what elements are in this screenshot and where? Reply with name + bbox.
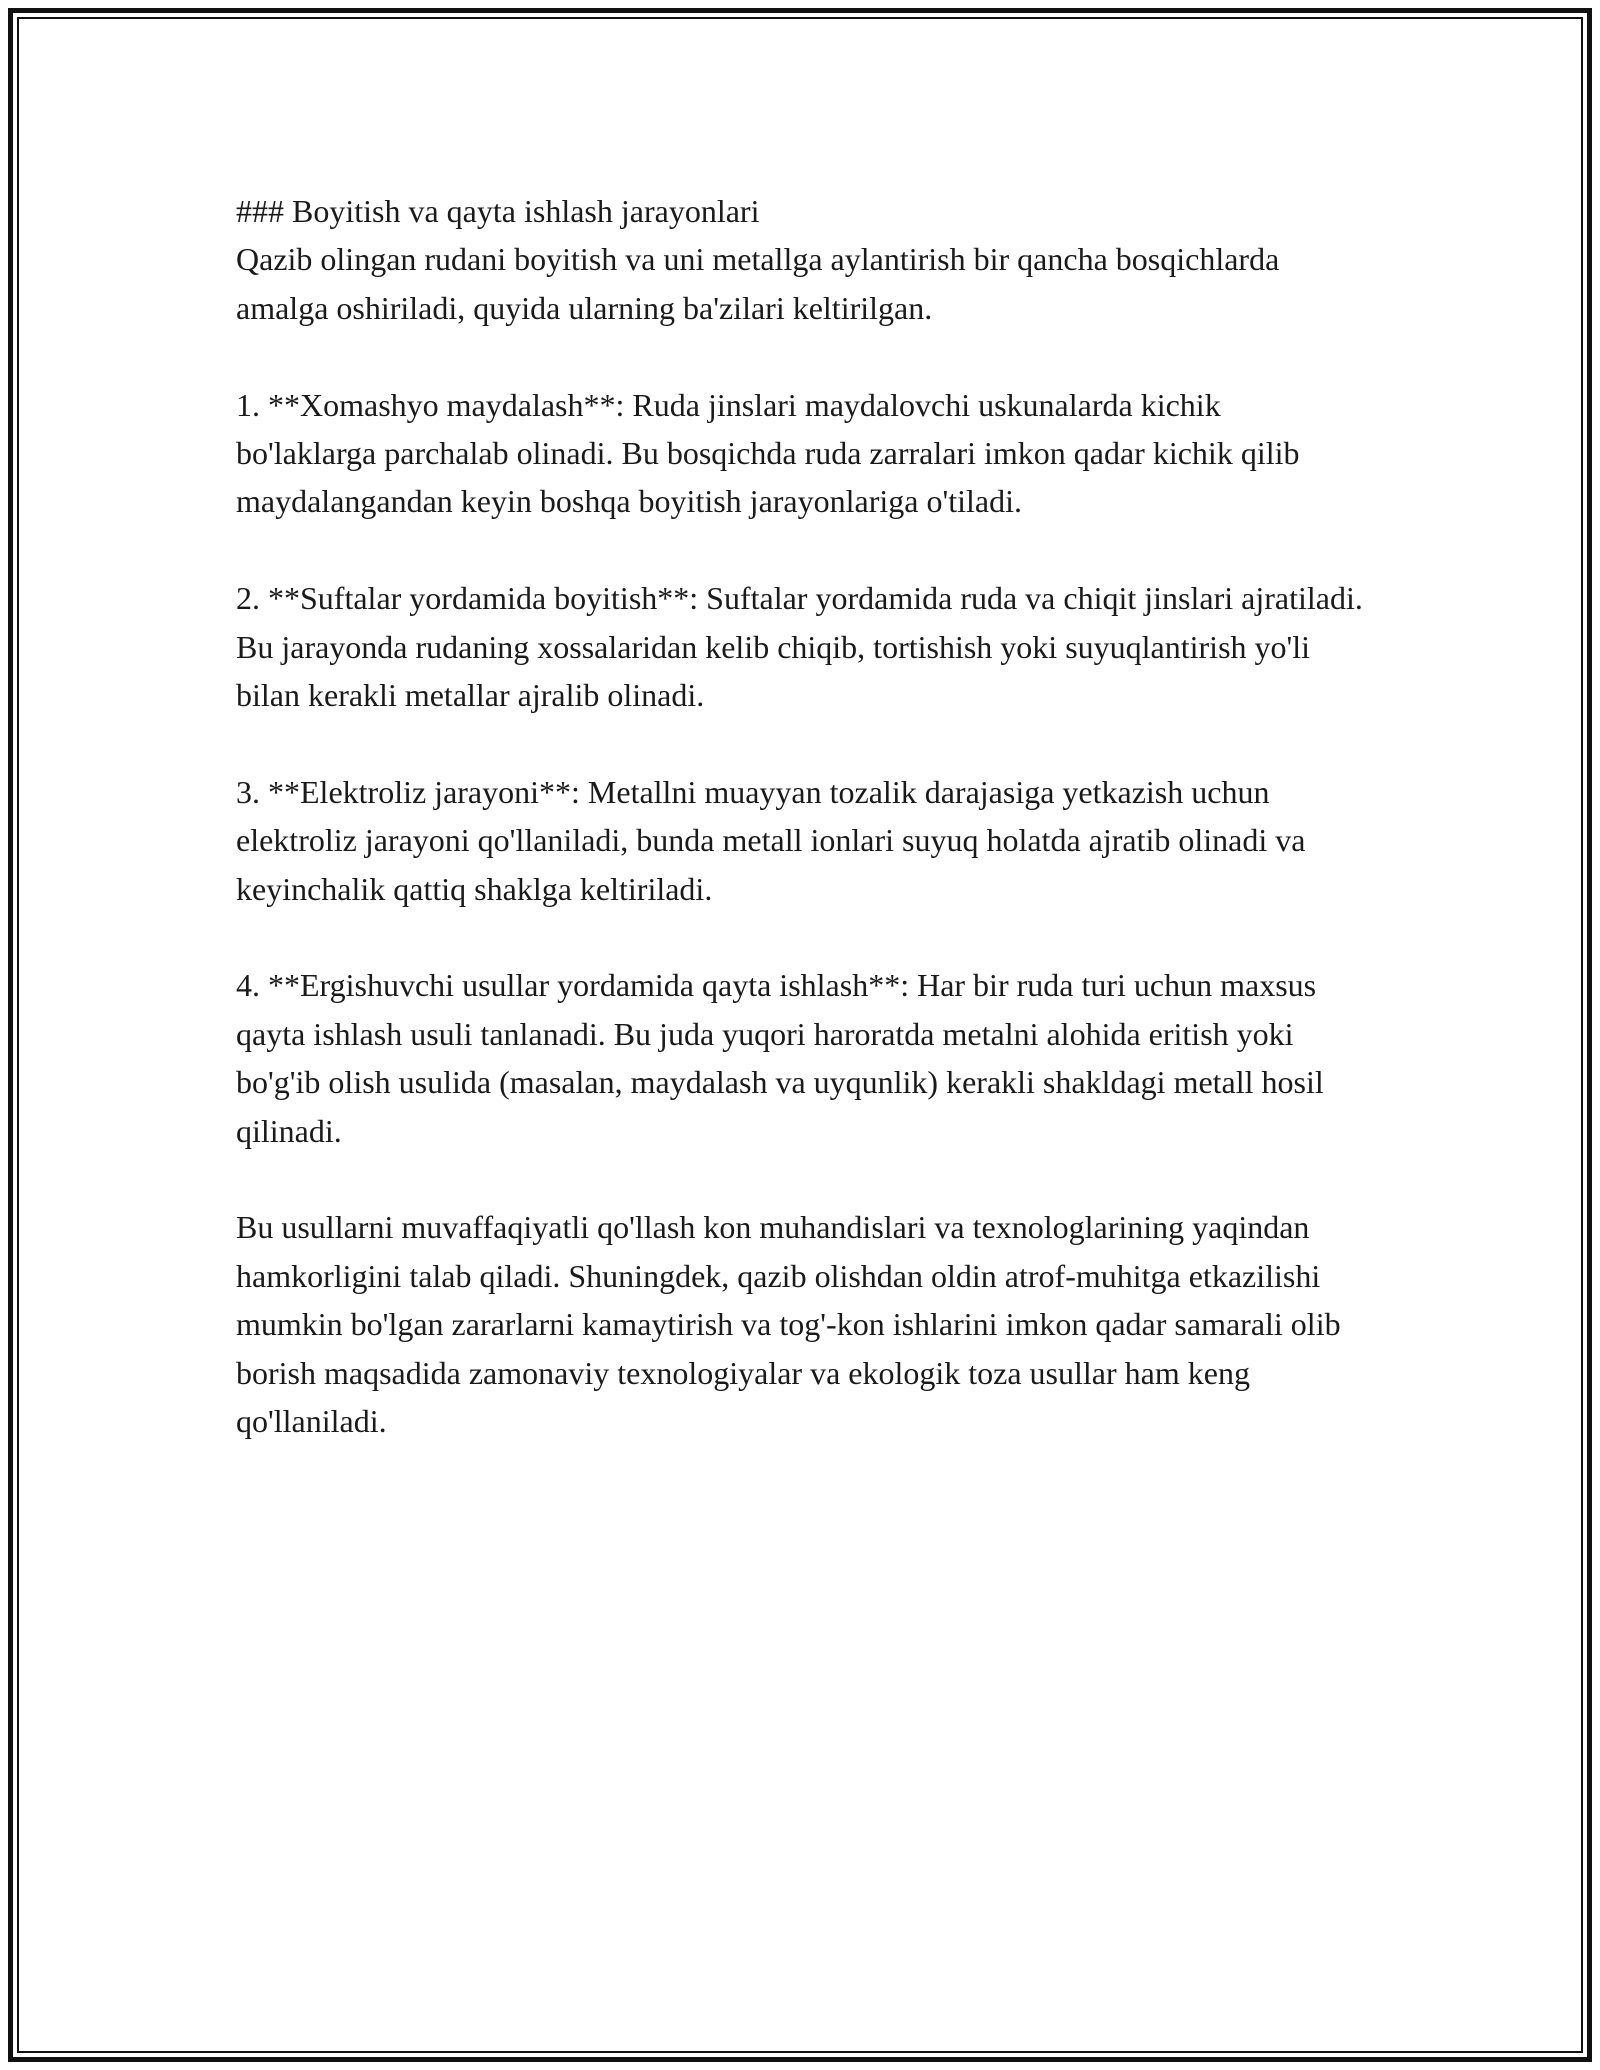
document-heading: ### Boyitish va qayta ishlash jarayonlari xyxy=(236,193,760,229)
paragraph-gap xyxy=(236,913,1366,961)
paragraph-gap xyxy=(236,526,1366,574)
paragraph-gap xyxy=(236,719,1366,767)
list-item-2: 2. **Suftalar yordamida boyitish**: Suftalar yordamida ruda va chiqit jinslari ajratiladi. Bu jarayonda rudaning xossalaridan kelib chiqib, tortishish yoki suyuqlantirish yo'li bilan kerakli metallar ajralib olinadi. xyxy=(236,580,1371,714)
conclusion-paragraph: Bu usullarni muvaffaqiyatli qo'llash kon muhandislari va texnologlarining yaqindan hamkorligini talab qiladi. Shuningdek, qazib olishdan oldin atrof-muhitga etkazilishi mumkin bo'lgan zararlarni kamaytirish va tog'-kon ishlarini imkon qadar samarali olib borish maqsadida zamonaviy texnologiyalar va ekologik toza usullar ham keng qo'llaniladi. xyxy=(236,1209,1349,1440)
paragraph-gap xyxy=(236,1155,1366,1203)
document-body xyxy=(236,187,1371,1445)
list-item-3: 3. **Elektroliz jarayoni**: Metallni muayyan tozalik darajasiga yetkazish uchun elektroliz jarayoni qo'llaniladi, bunda metall ionlari suyuq holatda ajratib olinadi va keyinchalik qattiq shaklga keltiriladi. xyxy=(236,773,1314,907)
list-item-1: 1. **Xomashyo maydalash**: Ruda jinslari maydalovchi uskunalarda kichik bo'laklarga parchalab olinadi. Bu bosqichda ruda zarralari imkon qadar kichik qilib maydalangandan keyin boshqa boyitish jarayonlariga o'tiladi. xyxy=(236,386,1308,520)
intro-paragraph: Qazib olingan rudani boyitish va uni metallga aylantirish bir qancha bosqichlarda amalga oshiriladi, quyida ularning ba'zilari keltirilgan. xyxy=(236,241,1288,326)
paragraph-gap xyxy=(236,332,1366,380)
list-item-4: 4. **Ergishuvchi usullar yordamida qayta ishlash**: Har bir ruda turi uchun maxsus qayta ishlash usuli tanlanadi. Bu juda yuqori haroratda metalni alohida eritish yoki bo'g'ib olish usulida (masalan, maydalash va uyqunlik) kerakli shakldagi metall hosil qilinadi. xyxy=(236,967,1332,1149)
